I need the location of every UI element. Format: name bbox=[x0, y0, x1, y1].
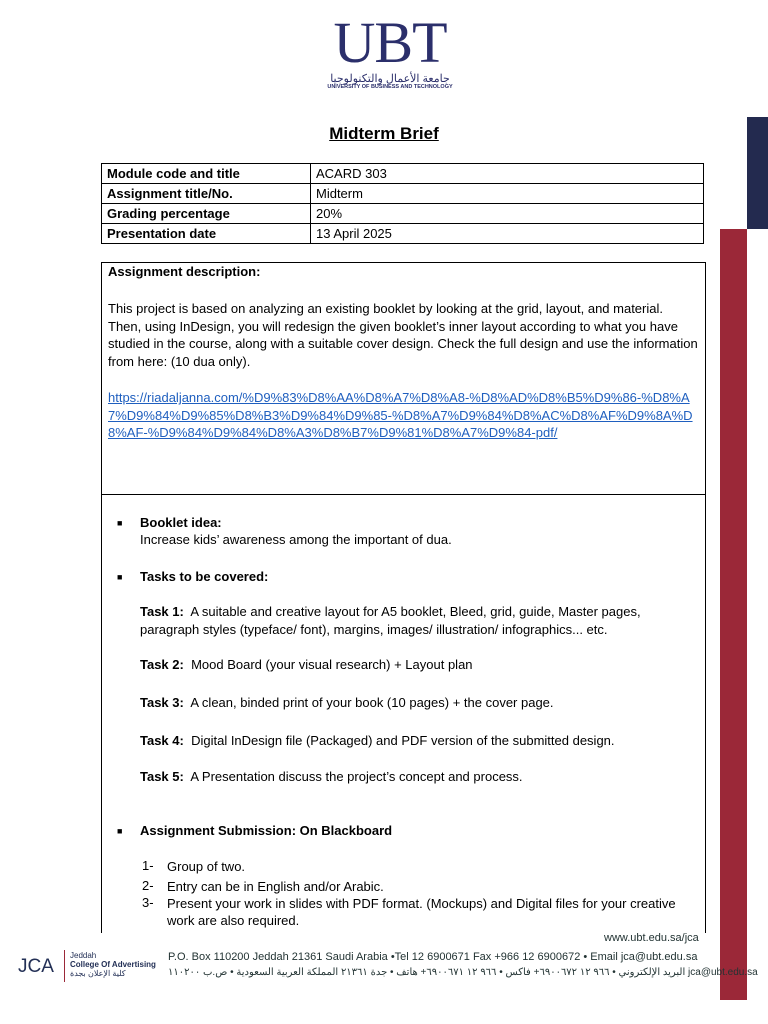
submission-number: 1- bbox=[142, 858, 154, 873]
logo-english-text: UNIVERSITY OF BUSINESS AND TECHNOLOGY bbox=[327, 84, 453, 90]
booklet-link[interactable] bbox=[108, 389, 698, 442]
table-row bbox=[102, 204, 704, 224]
module-info-table bbox=[101, 163, 704, 244]
logo-arabic-text: جامعة الأعمال والتكنولوجيا bbox=[330, 73, 450, 85]
task-label: Task 4: bbox=[140, 733, 184, 748]
task-text: A Presentation discuss the project’s concept and process. bbox=[190, 769, 523, 784]
table-row bbox=[102, 224, 704, 244]
task-label: Task 2: bbox=[140, 657, 184, 672]
task-text: A suitable and creative layout for A5 booklet, Bleed, grid, guide, Master pages, paragraph styles (typeface/ font), margins, images/ illustration/ infographics... etc. bbox=[140, 604, 641, 637]
table-row bbox=[102, 184, 704, 204]
side-bar-maroon bbox=[720, 229, 747, 1000]
jca-line-1: Jeddah bbox=[70, 951, 97, 960]
description-label: Assignment description: bbox=[108, 264, 261, 279]
table-key: Presentation date bbox=[102, 224, 311, 244]
bullet-icon: ■ bbox=[117, 826, 123, 836]
footer-url[interactable]: www.ubt.edu.sa/jca bbox=[604, 932, 699, 944]
jca-logo: JCA bbox=[18, 956, 54, 977]
task-item bbox=[140, 768, 700, 786]
table-key: Module code and title bbox=[102, 164, 311, 184]
booklet-idea-text: Increase kids’ awareness among the important of dua. bbox=[140, 532, 452, 547]
table-key: Grading percentage bbox=[102, 204, 311, 224]
table-key: Assignment title/No. bbox=[102, 184, 311, 204]
task-item bbox=[140, 694, 700, 712]
table-row bbox=[102, 164, 704, 184]
task-item bbox=[140, 732, 700, 750]
table-value: 13 April 2025 bbox=[311, 224, 704, 244]
jca-line-2: College Of Advertising bbox=[70, 960, 156, 969]
task-text: A clean, binded print of your book (10 pages) + the cover page. bbox=[190, 695, 554, 710]
jca-line-3: كلية الإعلان بجدة bbox=[70, 969, 126, 978]
booklet-link-text[interactable]: https://riadaljanna.com/%D9%83%D8%AA%D8%A7%D8%A8-%D8%AD%D8%B5%D9%86-%D8%A7%D9%84%D9%85%D8%B3%D9%84%D9%85-%D8%A7%D9%84%D8%AC%D8%AF%D9%8A%D8%AF-%D9%84%D9%84%D8%A3%D8%B7%D9%81%D8%A7%D9%84-pdf/ bbox=[108, 390, 693, 440]
task-label: Task 5: bbox=[140, 769, 184, 784]
booklet-idea-label: Booklet idea: bbox=[140, 515, 222, 530]
tasks-label: Tasks to be covered: bbox=[140, 569, 269, 584]
submission-number: 3- bbox=[142, 895, 154, 910]
jca-divider bbox=[64, 950, 65, 982]
submission-item: Entry can be in English and/or Arabic. bbox=[167, 879, 384, 894]
table-value: ACARD 303 bbox=[311, 164, 704, 184]
task-item bbox=[140, 603, 700, 638]
description-divider bbox=[101, 494, 705, 495]
task-label: Task 1: bbox=[140, 604, 184, 619]
task-text: Digital InDesign file (Packaged) and PDF version of the submitted design. bbox=[191, 733, 615, 748]
submission-label: Assignment Submission: On Blackboard bbox=[140, 823, 393, 838]
footer-address-arabic: jca@ubt.edu.sa البريد الإلكتروني • ٩٦٦ ١٢ ٦٩٠٠٦٧٢+ فاكس • ٩٦٦ ١٢ ٦٩٠٠٦٧١+ هاتف • جدة ٢١٣٦١ المملكة العربية السعودية • ص.ب ١١٠٢٠٠ bbox=[168, 967, 758, 978]
task-label: Task 3: bbox=[140, 695, 184, 710]
ubt-logo: UBT bbox=[333, 10, 447, 75]
footer-address-english: P.O. Box 110200 Jeddah 21361 Saudi Arabia •Tel 12 6900671 Fax +966 12 6900672 • Email jca@ubt.edu.sa bbox=[168, 951, 698, 963]
table-value: Midterm bbox=[311, 184, 704, 204]
table-value: 20% bbox=[311, 204, 704, 224]
bullet-icon: ■ bbox=[117, 572, 123, 582]
submission-number: 2- bbox=[142, 878, 154, 893]
task-text: Mood Board (your visual research) + Layout plan bbox=[191, 657, 473, 672]
bullet-icon: ■ bbox=[117, 518, 123, 528]
submission-item: Group of two. bbox=[167, 859, 246, 874]
page-title: Midterm Brief bbox=[329, 124, 439, 143]
submission-item: Present your work in slides with PDF format. (Mockups) and Digital files for your creative work are also required. bbox=[167, 896, 676, 928]
task-item bbox=[140, 656, 700, 674]
description-text: This project is based on analyzing an existing booklet by looking at the grid, layout, and material. Then, using InDesign, you will redesign the given booklet’s inner layout according to what you have studied in the course, along with a suitable cover design. Check the full design and use the information from here: (10 dua only). bbox=[108, 301, 698, 369]
